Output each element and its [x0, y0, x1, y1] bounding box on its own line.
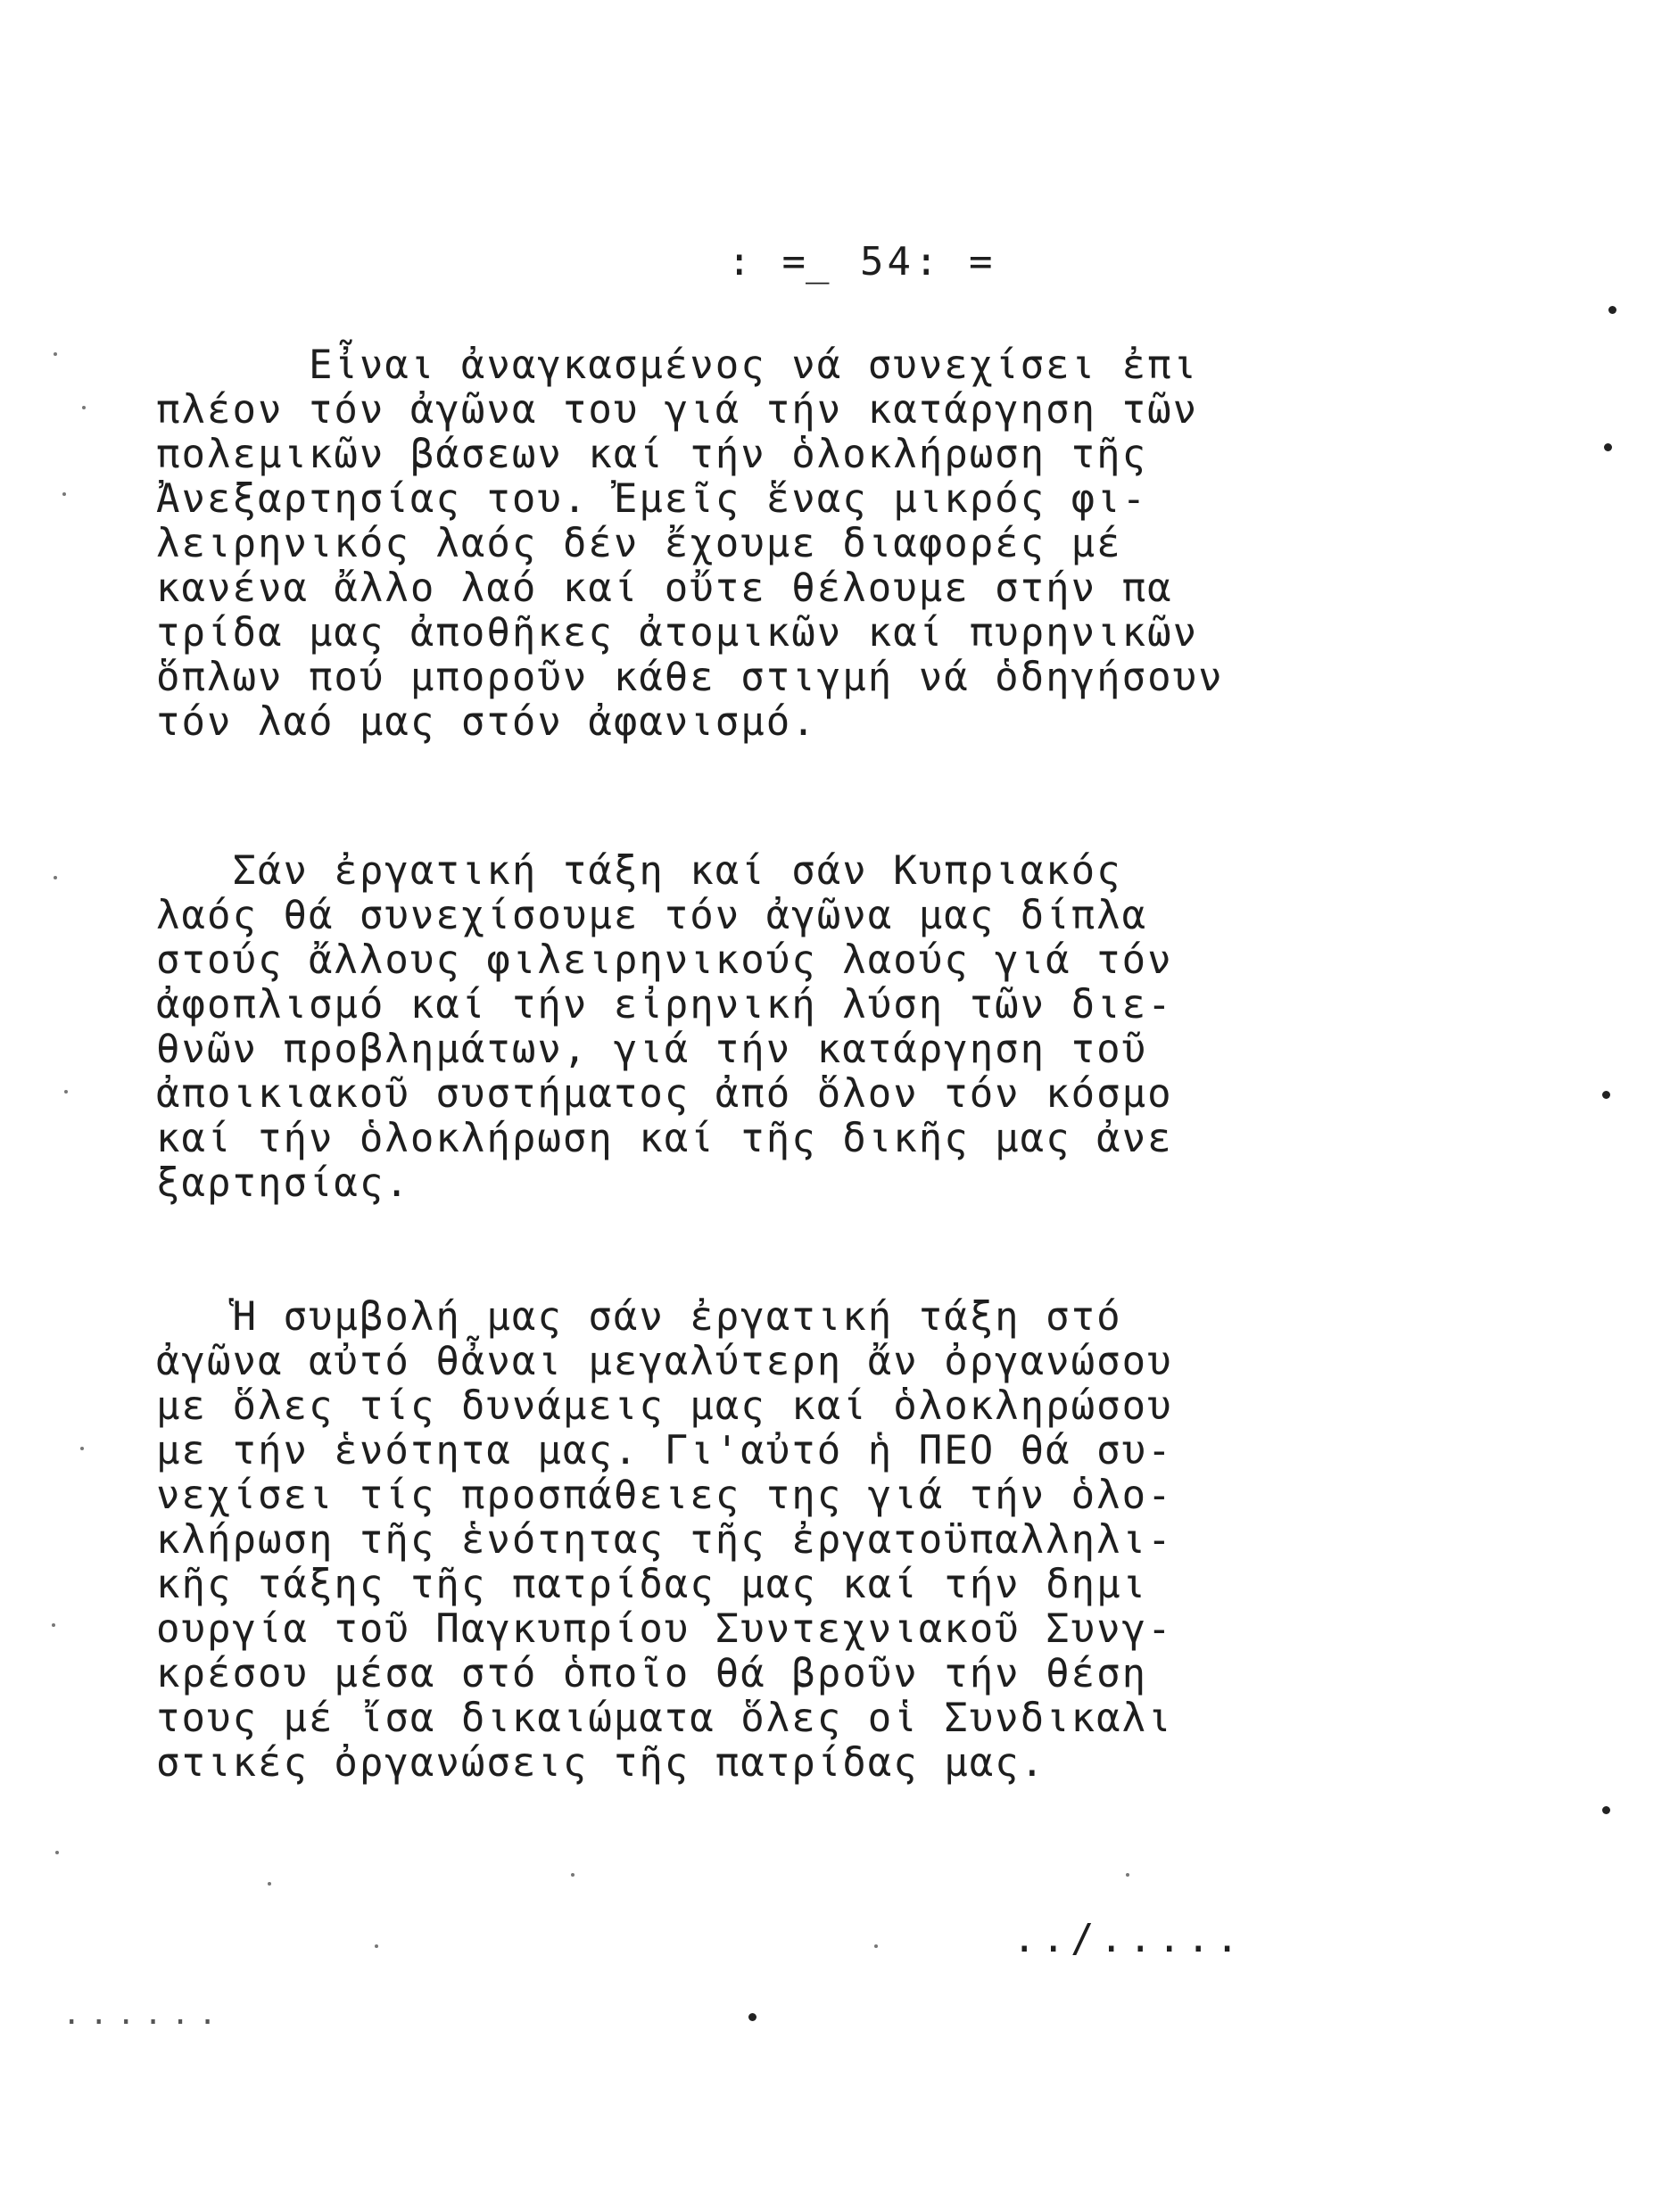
scan-speck — [62, 492, 66, 496]
text-line: κλήρωση τῆς ἑνότητας τῆς ἐργατοϋπαλληλι- — [156, 1517, 1173, 1563]
paragraph-2 — [156, 849, 1280, 1206]
scan-speck — [1608, 306, 1616, 314]
text-line: νεχίσει τίς προσπάθειες της γιά τήν ὁλο- — [156, 1473, 1173, 1518]
scan-speck — [748, 2013, 756, 2021]
text-line: τρίδα μας ἀποθῆκες ἀτομικῶν καί πυρηνικῶν — [156, 610, 1199, 656]
page-number: : =̲ 54: = — [727, 239, 996, 285]
text-line: πολεμικῶν βάσεων καί τήν ὁλοκλήρωση τῆς — [156, 432, 1148, 477]
continuation-mark: ../..... — [1013, 1916, 1244, 1961]
text-line: Σάν ἐργατική τάξη καί σάν Κυπριακός — [156, 848, 1122, 894]
text-line: καί τήν ὁλοκλήρωση καί τῆς δικῆς μας ἀνε — [156, 1116, 1173, 1161]
text-line: ουργία τοῦ Παγκυπρίου Συντεχνιακοῦ Συνγ- — [156, 1606, 1173, 1652]
text-line: ἀφοπλισμό καί τήν εἰρηνική λύση τῶν διε- — [156, 982, 1173, 1028]
paragraph-1 — [156, 343, 1280, 745]
text-line: θνῶν προβλημάτων, γιά τήν κατάργηση τοῦ — [156, 1027, 1148, 1072]
scan-speck — [82, 406, 86, 409]
scan-speck — [55, 1851, 59, 1854]
bottom-mark: ...... — [62, 1996, 226, 2032]
text-line: κανένα ἄλλο λαό καί οὔτε θέλουμε στήν πα — [156, 565, 1173, 611]
text-line: τόν λαό μας στόν ἀφανισμό. — [156, 699, 817, 745]
text-line: ἀγῶνα αὐτό θἆναι μεγαλύτερη ἄν ὀργανώσου — [156, 1339, 1173, 1384]
text-line: στικές ὀργανώσεις τῆς πατρίδας μας. — [156, 1740, 1046, 1786]
scan-speck — [1604, 443, 1612, 451]
scan-speck — [52, 1623, 55, 1627]
scan-speck — [375, 1944, 378, 1948]
text-line: Ἡ συμβολή μας σάν ἐργατική τάξη στό — [156, 1294, 1122, 1340]
text-line: Εἶναι ἀναγκασμένος νά συνεχίσει ἐπι — [156, 343, 1199, 388]
text-line: στούς ἄλλους φιλειρηνικούς λαούς γιά τόν — [156, 937, 1173, 983]
scan-speck — [571, 1873, 575, 1877]
text-line: κῆς τάξης τῆς πατρίδας μας καί τήν δημι — [156, 1562, 1148, 1607]
text-line: ὅπλων πού μποροῦν κάθε στιγμή νά ὁδηγήσουν — [156, 655, 1224, 700]
scan-speck — [54, 352, 57, 356]
text-line: λαός θά συνεχίσουμε τόν ἀγῶνα μας δίπλα — [156, 893, 1148, 938]
text-line: με τήν ἑνότητα μας. Γι'αὐτό ἡ ΠΕΟ θά συ- — [156, 1428, 1173, 1473]
scan-speck — [1602, 1091, 1610, 1099]
text-line: κρέσου μέσα στό ὁποῖο θά βροῦν τήν θέση — [156, 1651, 1148, 1696]
scan-speck — [268, 1882, 271, 1886]
scan-speck — [1126, 1873, 1129, 1877]
text-line: τους μέ ἴσα δικαιώματα ὅλες οἱ Συνδικαλι — [156, 1696, 1173, 1741]
text-line: πλέον τόν ἀγῶνα του γιά τήν κατάργηση τῶν — [156, 387, 1199, 433]
paragraph-3 — [156, 1295, 1280, 1786]
text-line: ἀποικιακοῦ συστήματος ἀπό ὅλον τόν κόσμο — [156, 1071, 1173, 1117]
scan-speck — [874, 1944, 878, 1948]
text-line: Ἀνεξαρτησίας του. Ἐμεῖς ἕνας μικρός φι- — [156, 476, 1148, 522]
text-line: λειρηνικός λαός δέν ἔχουμε διαφορές μέ — [156, 521, 1122, 566]
text-line: ξαρτησίας. — [156, 1160, 410, 1206]
scan-speck — [1602, 1806, 1610, 1814]
scan-speck — [64, 1090, 68, 1094]
scan-speck — [54, 876, 57, 879]
scan-speck — [80, 1447, 84, 1450]
text-line: με ὅλες τίς δυνάμεις μας καί ὁλοκληρώσου — [156, 1383, 1173, 1429]
